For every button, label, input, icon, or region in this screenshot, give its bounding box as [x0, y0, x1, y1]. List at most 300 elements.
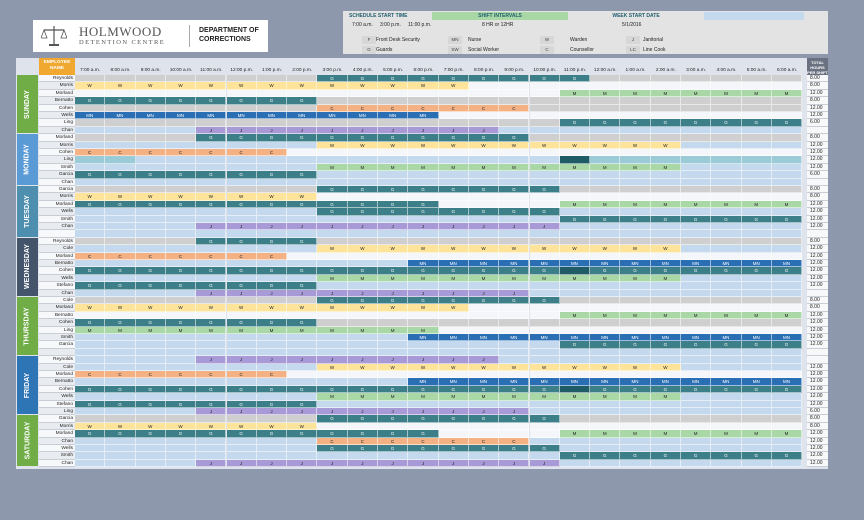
shift-cell[interactable]: M	[590, 312, 620, 319]
shift-cell[interactable]	[772, 408, 802, 415]
shift-cell[interactable]: G	[317, 186, 347, 193]
shift-cell[interactable]	[590, 282, 620, 289]
shift-cell[interactable]	[742, 245, 772, 252]
shift-cell[interactable]: G	[378, 134, 408, 141]
employee-name[interactable]: Wells	[39, 208, 75, 215]
shift-cell[interactable]: G	[560, 216, 590, 223]
shift-cell[interactable]	[772, 164, 802, 171]
shift-cell[interactable]	[75, 341, 105, 348]
shift-cell[interactable]	[772, 149, 802, 156]
shift-cell[interactable]: G	[499, 208, 529, 215]
shift-cell[interactable]: MN	[378, 112, 408, 119]
shift-cell[interactable]	[681, 349, 711, 356]
shift-cell[interactable]	[439, 319, 469, 326]
shift-cell[interactable]: M	[227, 327, 257, 334]
shift-cell[interactable]	[651, 438, 681, 445]
shift-cell[interactable]	[560, 208, 590, 215]
shift-cell[interactable]: MN	[772, 260, 802, 267]
shift-cell[interactable]	[711, 356, 741, 363]
shift-cell[interactable]	[136, 452, 166, 459]
shift-cell[interactable]	[287, 75, 317, 82]
shift-cell[interactable]: MN	[620, 260, 650, 267]
shift-cell[interactable]: C	[378, 438, 408, 445]
shift-cell[interactable]	[742, 208, 772, 215]
shift-cell[interactable]: G	[651, 267, 681, 274]
shift-cell[interactable]: C	[227, 149, 257, 156]
shift-cell[interactable]: G	[711, 119, 741, 126]
shift-cell[interactable]	[742, 371, 772, 378]
shift-cell[interactable]: W	[590, 142, 620, 149]
shift-cell[interactable]	[439, 327, 469, 334]
shift-cell[interactable]: G	[196, 238, 226, 245]
shift-cell[interactable]	[136, 75, 166, 82]
shift-cell[interactable]	[499, 253, 529, 260]
shift-cell[interactable]	[257, 312, 287, 319]
employee-name[interactable]: Reynolds	[39, 75, 75, 82]
shift-cell[interactable]: G	[257, 401, 287, 408]
shift-cell[interactable]	[681, 149, 711, 156]
shift-cell[interactable]: W	[499, 142, 529, 149]
shift-cell[interactable]: W	[378, 364, 408, 371]
shift-cell[interactable]	[530, 216, 560, 223]
shift-cell[interactable]: J	[317, 460, 347, 467]
shift-cell[interactable]	[136, 378, 166, 385]
shift-cell[interactable]: W	[439, 245, 469, 252]
shift-cell[interactable]: C	[257, 149, 287, 156]
shift-cell[interactable]	[196, 179, 226, 186]
shift-cell[interactable]: J	[348, 408, 378, 415]
shift-cell[interactable]	[75, 260, 105, 267]
shift-cell[interactable]	[772, 171, 802, 178]
shift-cell[interactable]	[408, 312, 438, 319]
shift-cell[interactable]	[348, 156, 378, 163]
shift-cell[interactable]	[227, 312, 257, 319]
shift-cell[interactable]	[620, 423, 650, 430]
employee-name[interactable]: Chan	[39, 460, 75, 467]
shift-cell[interactable]: G	[378, 297, 408, 304]
shift-cell[interactable]: MN	[348, 112, 378, 119]
shift-cell[interactable]	[227, 90, 257, 97]
shift-cell[interactable]: G	[105, 401, 135, 408]
shift-cell[interactable]	[378, 341, 408, 348]
shift-cell[interactable]: G	[590, 452, 620, 459]
shift-cell[interactable]: MN	[257, 112, 287, 119]
shift-cell[interactable]	[317, 97, 347, 104]
shift-cell[interactable]: G	[75, 282, 105, 289]
shift-cell[interactable]	[530, 327, 560, 334]
shift-cell[interactable]	[105, 216, 135, 223]
shift-cell[interactable]: MN	[742, 378, 772, 385]
shift-cell[interactable]: G	[499, 415, 529, 422]
shift-cell[interactable]	[560, 230, 590, 237]
shift-cell[interactable]	[75, 142, 105, 149]
shift-cell[interactable]: G	[105, 171, 135, 178]
shift-cell[interactable]	[469, 312, 499, 319]
shift-cell[interactable]: W	[166, 82, 196, 89]
shift-cell[interactable]: W	[75, 193, 105, 200]
shift-cell[interactable]: MN	[681, 378, 711, 385]
shift-cell[interactable]: W	[620, 364, 650, 371]
shift-cell[interactable]: MN	[439, 378, 469, 385]
shift-cell[interactable]: G	[469, 445, 499, 452]
shift-cell[interactable]	[317, 156, 347, 163]
shift-cell[interactable]: W	[227, 193, 257, 200]
shift-cell[interactable]	[227, 156, 257, 163]
shift-cell[interactable]: MN	[530, 260, 560, 267]
shift-cell[interactable]	[348, 238, 378, 245]
shift-cell[interactable]: W	[317, 364, 347, 371]
shift-cell[interactable]	[105, 356, 135, 363]
shift-cell[interactable]	[257, 216, 287, 223]
shift-cell[interactable]	[772, 349, 802, 356]
shift-cell[interactable]: J	[469, 408, 499, 415]
shift-cell[interactable]: C	[348, 438, 378, 445]
shift-cell[interactable]	[287, 142, 317, 149]
shift-cell[interactable]: C	[166, 149, 196, 156]
shift-cell[interactable]: M	[530, 275, 560, 282]
shift-cell[interactable]: J	[408, 223, 438, 230]
shift-cell[interactable]	[227, 105, 257, 112]
shift-cell[interactable]	[590, 105, 620, 112]
shift-cell[interactable]: G	[681, 386, 711, 393]
shift-cell[interactable]	[75, 364, 105, 371]
shift-cell[interactable]	[287, 156, 317, 163]
employee-name[interactable]: Wells	[39, 393, 75, 400]
shift-cell[interactable]: G	[136, 430, 166, 437]
shift-cell[interactable]	[317, 282, 347, 289]
shift-cell[interactable]	[257, 445, 287, 452]
shift-cell[interactable]: M	[378, 327, 408, 334]
shift-cell[interactable]	[742, 460, 772, 467]
shift-cell[interactable]	[378, 179, 408, 186]
shift-cell[interactable]	[530, 349, 560, 356]
shift-cell[interactable]	[105, 75, 135, 82]
shift-cell[interactable]	[651, 297, 681, 304]
shift-cell[interactable]: MN	[317, 112, 347, 119]
shift-cell[interactable]: G	[408, 75, 438, 82]
shift-cell[interactable]	[590, 401, 620, 408]
shift-cell[interactable]	[469, 282, 499, 289]
shift-cell[interactable]: MN	[227, 112, 257, 119]
shift-cell[interactable]	[620, 156, 650, 163]
shift-cell[interactable]	[469, 230, 499, 237]
shift-cell[interactable]	[651, 105, 681, 112]
shift-cell[interactable]: G	[530, 208, 560, 215]
shift-cell[interactable]: M	[348, 327, 378, 334]
shift-cell[interactable]: G	[75, 430, 105, 437]
shift-cell[interactable]	[439, 149, 469, 156]
shift-cell[interactable]	[287, 415, 317, 422]
shift-cell[interactable]: C	[136, 149, 166, 156]
shift-cell[interactable]	[772, 401, 802, 408]
shift-cell[interactable]	[560, 349, 590, 356]
shift-cell[interactable]	[136, 156, 166, 163]
shift-cell[interactable]	[105, 408, 135, 415]
shift-cell[interactable]: C	[75, 253, 105, 260]
shift-cell[interactable]: MN	[439, 334, 469, 341]
shift-cell[interactable]: G	[166, 171, 196, 178]
shift-cell[interactable]	[166, 105, 196, 112]
shift-cell[interactable]: M	[136, 327, 166, 334]
shift-cell[interactable]: G	[196, 201, 226, 208]
shift-cell[interactable]: G	[287, 201, 317, 208]
shift-cell[interactable]: M	[772, 430, 802, 437]
shift-cell[interactable]: M	[651, 201, 681, 208]
shift-cell[interactable]: G	[711, 341, 741, 348]
shift-cell[interactable]: J	[499, 290, 529, 297]
shift-cell[interactable]: G	[166, 282, 196, 289]
shift-cell[interactable]: W	[560, 364, 590, 371]
shift-cell[interactable]: M	[681, 430, 711, 437]
shift-cell[interactable]: W	[560, 245, 590, 252]
shift-cell[interactable]	[166, 260, 196, 267]
shift-cell[interactable]: G	[439, 134, 469, 141]
shift-cell[interactable]	[620, 105, 650, 112]
shift-cell[interactable]: G	[408, 208, 438, 215]
shift-cell[interactable]	[75, 445, 105, 452]
shift-cell[interactable]	[136, 275, 166, 282]
shift-cell[interactable]: M	[711, 312, 741, 319]
shift-cell[interactable]: C	[196, 149, 226, 156]
shift-cell[interactable]: G	[348, 445, 378, 452]
shift-cell[interactable]	[408, 452, 438, 459]
shift-cell[interactable]: G	[439, 415, 469, 422]
shift-cell[interactable]: G	[317, 75, 347, 82]
shift-cell[interactable]: G	[348, 75, 378, 82]
shift-cell[interactable]	[590, 415, 620, 422]
shift-cell[interactable]: M	[620, 164, 650, 171]
shift-cell[interactable]	[711, 186, 741, 193]
shift-cell[interactable]: G	[469, 386, 499, 393]
shift-cell[interactable]	[620, 401, 650, 408]
shift-cell[interactable]: G	[530, 75, 560, 82]
shift-cell[interactable]	[75, 164, 105, 171]
shift-cell[interactable]: G	[560, 341, 590, 348]
shift-cell[interactable]	[469, 156, 499, 163]
employee-name[interactable]: Cohen	[39, 319, 75, 326]
employee-name[interactable]: Chan	[39, 223, 75, 230]
shift-cell[interactable]	[499, 371, 529, 378]
shift-cell[interactable]: G	[772, 267, 802, 274]
shift-cell[interactable]: M	[499, 393, 529, 400]
shift-cell[interactable]	[136, 260, 166, 267]
shift-cell[interactable]	[681, 275, 711, 282]
shift-cell[interactable]: J	[469, 223, 499, 230]
shift-cell[interactable]	[651, 356, 681, 363]
shift-cell[interactable]: G	[742, 341, 772, 348]
employee-name[interactable]: Morland	[39, 371, 75, 378]
employee-name[interactable]: Wells	[39, 112, 75, 119]
shift-cell[interactable]	[499, 112, 529, 119]
shift-cell[interactable]: M	[499, 275, 529, 282]
shift-cell[interactable]: G	[287, 401, 317, 408]
shift-cell[interactable]	[560, 282, 590, 289]
shift-cell[interactable]: J	[257, 408, 287, 415]
shift-cell[interactable]	[439, 401, 469, 408]
shift-cell[interactable]	[105, 341, 135, 348]
shift-cell[interactable]: M	[348, 393, 378, 400]
shift-cell[interactable]	[348, 216, 378, 223]
shift-cell[interactable]: MN	[772, 378, 802, 385]
shift-cell[interactable]: C	[348, 105, 378, 112]
shift-cell[interactable]: J	[196, 356, 226, 363]
shift-cell[interactable]	[681, 97, 711, 104]
shift-cell[interactable]: W	[408, 82, 438, 89]
shift-cell[interactable]: J	[257, 460, 287, 467]
shift-cell[interactable]: J	[469, 127, 499, 134]
shift-cell[interactable]: G	[287, 171, 317, 178]
shift-cell[interactable]: MN	[408, 378, 438, 385]
shift-cell[interactable]: W	[105, 193, 135, 200]
shift-cell[interactable]: W	[469, 245, 499, 252]
shift-cell[interactable]: W	[620, 142, 650, 149]
shift-cell[interactable]	[590, 193, 620, 200]
shift-cell[interactable]	[378, 171, 408, 178]
shift-cell[interactable]: W	[227, 304, 257, 311]
shift-cell[interactable]	[711, 230, 741, 237]
shift-cell[interactable]	[772, 460, 802, 467]
shift-cell[interactable]	[651, 156, 681, 163]
shift-cell[interactable]	[317, 230, 347, 237]
shift-cell[interactable]	[439, 156, 469, 163]
shift-cell[interactable]	[378, 119, 408, 126]
employee-name[interactable]	[39, 349, 75, 356]
shift-cell[interactable]: C	[469, 105, 499, 112]
shift-cell[interactable]	[105, 156, 135, 163]
shift-cell[interactable]	[772, 208, 802, 215]
shift-cell[interactable]	[742, 149, 772, 156]
shift-cell[interactable]	[257, 438, 287, 445]
shift-cell[interactable]: C	[196, 371, 226, 378]
shift-cell[interactable]: M	[530, 164, 560, 171]
shift-cell[interactable]: C	[136, 371, 166, 378]
shift-cell[interactable]: MN	[105, 112, 135, 119]
shift-cell[interactable]	[469, 401, 499, 408]
shift-cell[interactable]: J	[499, 460, 529, 467]
shift-cell[interactable]	[590, 445, 620, 452]
shift-cell[interactable]: W	[378, 82, 408, 89]
shift-cell[interactable]	[742, 319, 772, 326]
shift-cell[interactable]: G	[136, 171, 166, 178]
shift-cell[interactable]: J	[469, 356, 499, 363]
shift-cell[interactable]: G	[711, 452, 741, 459]
shift-cell[interactable]: G	[227, 401, 257, 408]
shift-cell[interactable]	[590, 408, 620, 415]
shift-cell[interactable]	[530, 238, 560, 245]
shift-cell[interactable]	[560, 327, 590, 334]
shift-cell[interactable]	[560, 386, 590, 393]
shift-cell[interactable]: J	[469, 460, 499, 467]
shift-cell[interactable]: G	[227, 97, 257, 104]
shift-cell[interactable]: C	[439, 438, 469, 445]
shift-cell[interactable]: C	[439, 105, 469, 112]
shift-cell[interactable]	[711, 401, 741, 408]
shift-cell[interactable]: W	[378, 304, 408, 311]
shift-cell[interactable]: MN	[75, 112, 105, 119]
shift-cell[interactable]: G	[75, 386, 105, 393]
shift-cell[interactable]: G	[681, 267, 711, 274]
shift-cell[interactable]: MN	[530, 334, 560, 341]
shift-cell[interactable]: G	[196, 319, 226, 326]
shift-cell[interactable]: W	[408, 245, 438, 252]
shift-cell[interactable]: G	[408, 134, 438, 141]
shift-cell[interactable]: J	[317, 223, 347, 230]
shift-cell[interactable]: J	[257, 127, 287, 134]
shift-cell[interactable]: G	[227, 319, 257, 326]
shift-cell[interactable]: MN	[530, 378, 560, 385]
shift-cell[interactable]: G	[136, 201, 166, 208]
shift-cell[interactable]	[317, 119, 347, 126]
shift-cell[interactable]	[651, 179, 681, 186]
shift-cell[interactable]: G	[317, 208, 347, 215]
shift-cell[interactable]: G	[439, 75, 469, 82]
shift-cell[interactable]: M	[590, 201, 620, 208]
shift-cell[interactable]	[136, 297, 166, 304]
shift-cell[interactable]: G	[287, 134, 317, 141]
shift-cell[interactable]	[772, 415, 802, 422]
shift-cell[interactable]	[136, 142, 166, 149]
shift-cell[interactable]	[560, 356, 590, 363]
shift-cell[interactable]	[136, 119, 166, 126]
shift-cell[interactable]	[530, 312, 560, 319]
shift-cell[interactable]	[711, 245, 741, 252]
shift-cell[interactable]: G	[348, 297, 378, 304]
shift-cell[interactable]	[348, 423, 378, 430]
shift-cell[interactable]	[469, 304, 499, 311]
shift-cell[interactable]: J	[287, 223, 317, 230]
shift-cell[interactable]	[742, 134, 772, 141]
shift-cell[interactable]	[620, 460, 650, 467]
shift-cell[interactable]	[348, 230, 378, 237]
shift-cell[interactable]: M	[711, 201, 741, 208]
shift-cell[interactable]: G	[75, 267, 105, 274]
shift-cell[interactable]	[105, 245, 135, 252]
shift-cell[interactable]: C	[317, 105, 347, 112]
shift-cell[interactable]	[408, 119, 438, 126]
shift-cell[interactable]	[681, 393, 711, 400]
shift-cell[interactable]	[257, 415, 287, 422]
shift-cell[interactable]	[227, 445, 257, 452]
shift-cell[interactable]	[166, 415, 196, 422]
shift-cell[interactable]	[287, 341, 317, 348]
shift-cell[interactable]: G	[590, 386, 620, 393]
shift-cell[interactable]	[166, 216, 196, 223]
shift-cell[interactable]	[348, 319, 378, 326]
shift-cell[interactable]: M	[75, 327, 105, 334]
shift-cell[interactable]: G	[257, 201, 287, 208]
shift-cell[interactable]	[711, 179, 741, 186]
shift-cell[interactable]	[772, 134, 802, 141]
shift-cell[interactable]	[530, 171, 560, 178]
employee-name[interactable]: Morland	[39, 90, 75, 97]
shift-cell[interactable]: G	[257, 319, 287, 326]
shift-cell[interactable]	[651, 401, 681, 408]
shift-cell[interactable]	[166, 238, 196, 245]
shift-cell[interactable]	[711, 193, 741, 200]
shift-cell[interactable]	[378, 378, 408, 385]
shift-cell[interactable]: W	[75, 82, 105, 89]
shift-cell[interactable]: M	[408, 275, 438, 282]
shift-cell[interactable]	[105, 275, 135, 282]
shift-cell[interactable]: J	[469, 290, 499, 297]
shift-cell[interactable]	[742, 408, 772, 415]
shift-cell[interactable]	[530, 127, 560, 134]
shift-cell[interactable]: MN	[711, 334, 741, 341]
shift-cell[interactable]: G	[257, 238, 287, 245]
shift-cell[interactable]	[711, 149, 741, 156]
shift-cell[interactable]	[620, 349, 650, 356]
shift-cell[interactable]	[620, 438, 650, 445]
